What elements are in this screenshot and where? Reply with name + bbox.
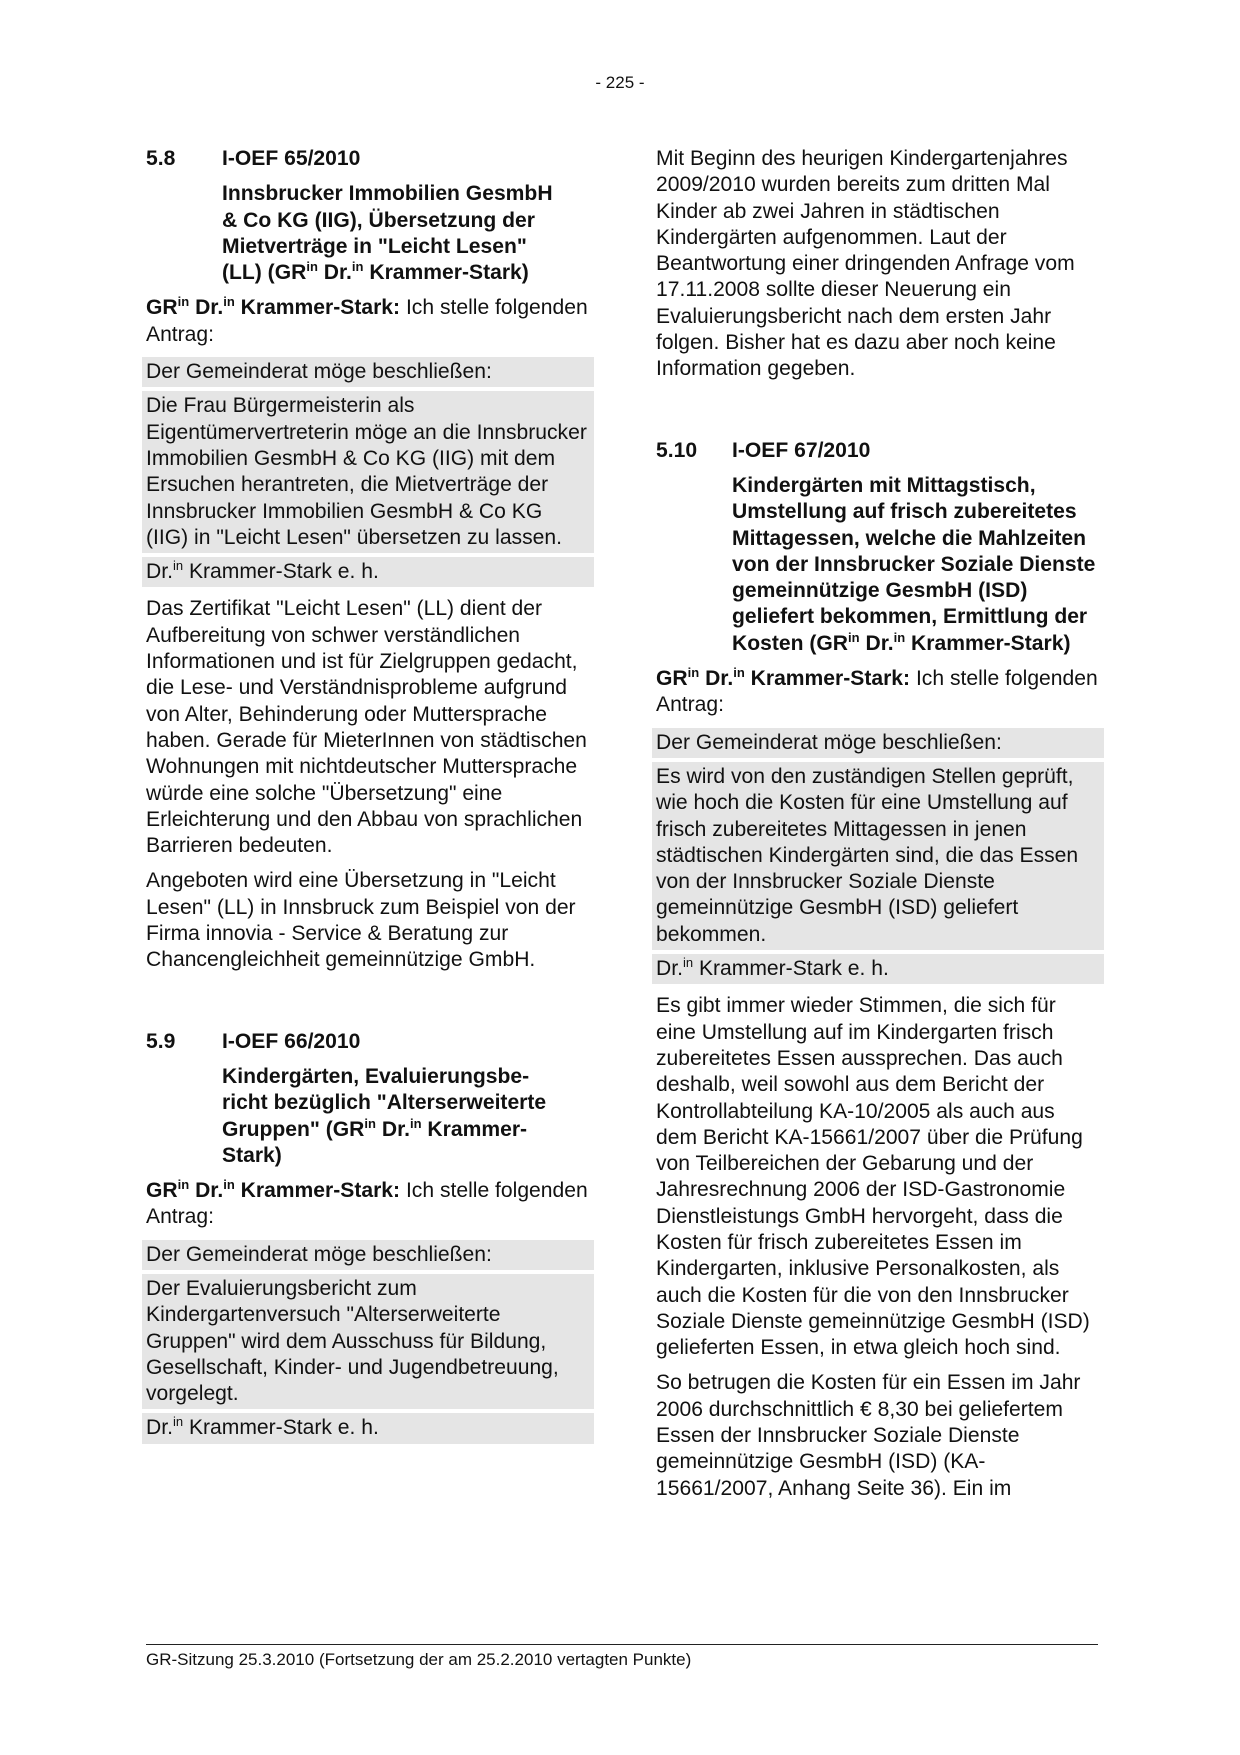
paragraph: Das Zertifikat "Leicht Lesen" (LL) dient der Aufbereitung von schwer verständlichen Informationen und ist für Zielgruppen gedacht, die Lese- und Verständnisprobleme aufgrund von Alter, Behinderung oder Muttersprache haben. Gerade für MieterInnen von städtischen Wohnungen mit nichtdeutscher Muttersprache würde eine solche "Übersetzung" eine Erleichterung und den Abbau von sprachlichen Barrieren bedeuten. <box>146 597 587 858</box>
signature <box>146 559 590 585</box>
title-line: richt bezüglich "Alterserweiterte <box>222 1091 547 1115</box>
speaker-intro <box>146 1178 590 1231</box>
motion-box <box>142 357 594 387</box>
speaker-intro <box>656 666 1100 719</box>
title-text: Dr. <box>859 631 894 655</box>
superscript: in <box>364 1115 376 1131</box>
paragraph: Mit Beginn des heurigen Kindergartenjahres 2009/2010 wurden bereits zum dritten Mal Kinder ab zwei Jahren in städtischen Kindergärten aufgenommen. Laut der Beantwortung einer dringenden Anfrage vom 17.11.2008 sollte dieser Neuerung ein Evaluierungsbericht nach dem ersten Jahr folgen. Bisher hat es dazu aber noch keine Information gegeben. <box>656 147 1075 381</box>
signature <box>656 956 1100 982</box>
superscript: in <box>172 1414 184 1430</box>
signature-text: Dr. <box>146 1416 173 1440</box>
speaker-name: Dr. <box>189 1179 224 1203</box>
title-line: Dr. <box>375 1117 410 1141</box>
signature-text: Krammer-Stark e. h. <box>183 1416 379 1440</box>
title-line: Innsbrucker Immobilien GesmbH <box>222 182 553 206</box>
section-heading <box>146 1029 590 1055</box>
signature-text: Krammer-Stark e. h. <box>183 560 379 584</box>
motion-body: Die Frau Bürgermeisterin als Eigentümervertreterin möge an die Innsbrucker Immobilien GesmbH & Co KG (IIG) mit dem Ersuchen herantreten, die Mietverträge der Innsbrucker Immobilien GesmbH & Co KG (IIG) in "Leicht Lesen" übersetzen zu lassen. <box>146 394 587 549</box>
speaker-text: Ich stelle folgenden Antrag: <box>146 296 588 346</box>
section-heading <box>656 438 1100 464</box>
paragraph: Angeboten wird eine Übersetzung in "Leicht Lesen" (LL) in Innsbruck zum Beispiel von der Firma innovia - Service & Beratung zur Chancengleichheit gemeinnützige GmbH. <box>146 869 576 972</box>
speaker-name: Krammer-Stark: <box>234 1179 401 1203</box>
speaker-name: Dr. <box>699 667 734 691</box>
section-number: 5.10 <box>656 438 698 462</box>
signature-box <box>142 557 594 587</box>
speaker-name: GR <box>146 1179 178 1203</box>
left-column <box>146 146 590 1444</box>
superscript: in <box>177 1177 190 1193</box>
title-line: Gruppen" (GR <box>222 1117 365 1141</box>
section-code: I-OEF 65/2010 <box>222 147 361 170</box>
section-title <box>222 1064 590 1169</box>
speaker-name: Dr. <box>189 296 224 320</box>
motion-heading: Der Gemeinderat möge beschließen: <box>146 1242 492 1266</box>
section-title <box>732 473 1100 657</box>
title-line: Stark) <box>222 1143 282 1167</box>
motion-body: Es wird von den zuständigen Stellen geprüft, wie hoch die Kosten für eine Umstellung auf frisch zubereitetes Mittagessen in jenen städtischen Kindergärten sind, die das Essen von der Innsbrucker Soziale Dienste gemeinnützige GesmbH (ISD) geliefert bekommen. <box>656 764 1079 946</box>
speaker-text: Ich stelle folgenden Antrag: <box>146 1179 588 1229</box>
superscript: in <box>351 259 364 275</box>
speaker-name: Krammer-Stark: <box>744 667 911 691</box>
title-line: (LL) (GR <box>222 261 307 285</box>
motion-box <box>142 1274 594 1409</box>
signature-box <box>652 954 1104 984</box>
title-text: Kindergärten mit Mittagstisch, Umstellung auf frisch zubereitetes Mittagessen, welche die Mahlzeiten von der Innsbrucker Soziale Dienste gemeinnützige GesmbH (ISD) geliefert bekommen, Ermittlung der Kosten <box>732 473 1096 655</box>
motion-box <box>652 728 1104 758</box>
motion-heading: Der Gemeinderat möge beschließen: <box>656 730 1002 754</box>
superscript: in <box>223 294 235 310</box>
motion-box <box>142 391 594 553</box>
title-text: (GR <box>809 631 849 655</box>
superscript: in <box>848 629 860 645</box>
signature-text: Dr. <box>146 560 173 584</box>
title-line: Krammer- <box>421 1117 528 1141</box>
superscript: in <box>223 1177 235 1193</box>
section-title <box>222 181 590 286</box>
superscript: in <box>306 259 318 275</box>
speaker-text: Ich stelle folgenden Antrag: <box>656 667 1098 717</box>
signature-text: Krammer-Stark e. h. <box>693 957 889 981</box>
superscript: in <box>682 954 694 970</box>
motion-box <box>142 1240 594 1270</box>
title-line: Dr. <box>317 261 352 285</box>
title-text: Krammer-Stark) <box>905 631 1071 655</box>
superscript: in <box>172 558 184 574</box>
footer: GR-Sitzung 25.3.2010 (Fortsetzung der am 25.2.2010 vertagten Punkte) <box>146 1650 692 1669</box>
section-code: I-OEF 66/2010 <box>222 1029 361 1053</box>
motion-body: Der Evaluierungsbericht zum Kindergartenversuch "Alterserweiterte Gruppen" wird dem Ausschuss für Bildung, Gesellschaft, Kinder- und Jugendbetreuung, vorgelegt. <box>146 1276 559 1406</box>
superscript: in <box>733 665 745 681</box>
paragraph: So betrugen die Kosten für ein Essen im Jahr 2006 durchschnittlich € 8,30 bei geliefertem Essen der Innsbrucker Soziale Dienste gemeinnützige GesmbH (ISD) (KA-15661/2007, Anhang Seite 36). Ein im <box>656 1371 1081 1500</box>
signature-box <box>142 1413 594 1443</box>
right-column <box>656 146 1100 1511</box>
page-number: - 225 - <box>595 73 645 92</box>
footer-rule <box>146 1644 1098 1645</box>
section-number: 5.8 <box>146 147 176 170</box>
section-number: 5.9 <box>146 1029 176 1053</box>
signature-text: Dr. <box>656 957 683 981</box>
motion-heading: Der Gemeinderat möge beschließen: <box>146 360 492 384</box>
signature <box>146 1415 590 1441</box>
superscript: in <box>177 294 190 310</box>
title-line: Krammer-Stark) <box>363 261 529 285</box>
motion-box <box>652 762 1104 950</box>
title-line: & Co KG (IIG), Übersetzung der <box>222 208 535 232</box>
section-heading <box>146 146 590 172</box>
speaker-name: Krammer-Stark: <box>234 296 401 320</box>
superscript: in <box>687 665 700 681</box>
speaker-name: GR <box>656 667 688 691</box>
title-line: Kindergärten, Evaluierungsbe- <box>222 1064 530 1088</box>
speaker-intro <box>146 295 590 348</box>
superscript: in <box>893 629 906 645</box>
speaker-name: GR <box>146 296 178 320</box>
paragraph: Es gibt immer wieder Stimmen, die sich für eine Umstellung auf im Kindergarten frisch zubereitetes Essen aussprechen. Das auch deshalb, weil sowohl aus dem Bericht der Kontrollabteilung KA-10/2005 als auch aus dem Bericht KA-15661/2007 über die Prüfung von Teilbereichen der Gebarung und der Jahresrechnung 2006 der ISD-Gastronomie Dienstleistungs GmbH hervorgeht, dass die Kosten für frisch zubereitetes Essen im Kindergarten, inklusive Personalkosten, als auch die Kosten für die von den Innsbrucker Soziale Dienste gemeinnützige GesmbH (ISD) gelieferten Essen, in etwa gleich hoch sind. <box>656 994 1090 1360</box>
superscript: in <box>409 1115 422 1131</box>
title-line: Mietverträge in "Leicht Lesen" <box>222 234 527 258</box>
section-code: I-OEF 67/2010 <box>732 438 871 462</box>
